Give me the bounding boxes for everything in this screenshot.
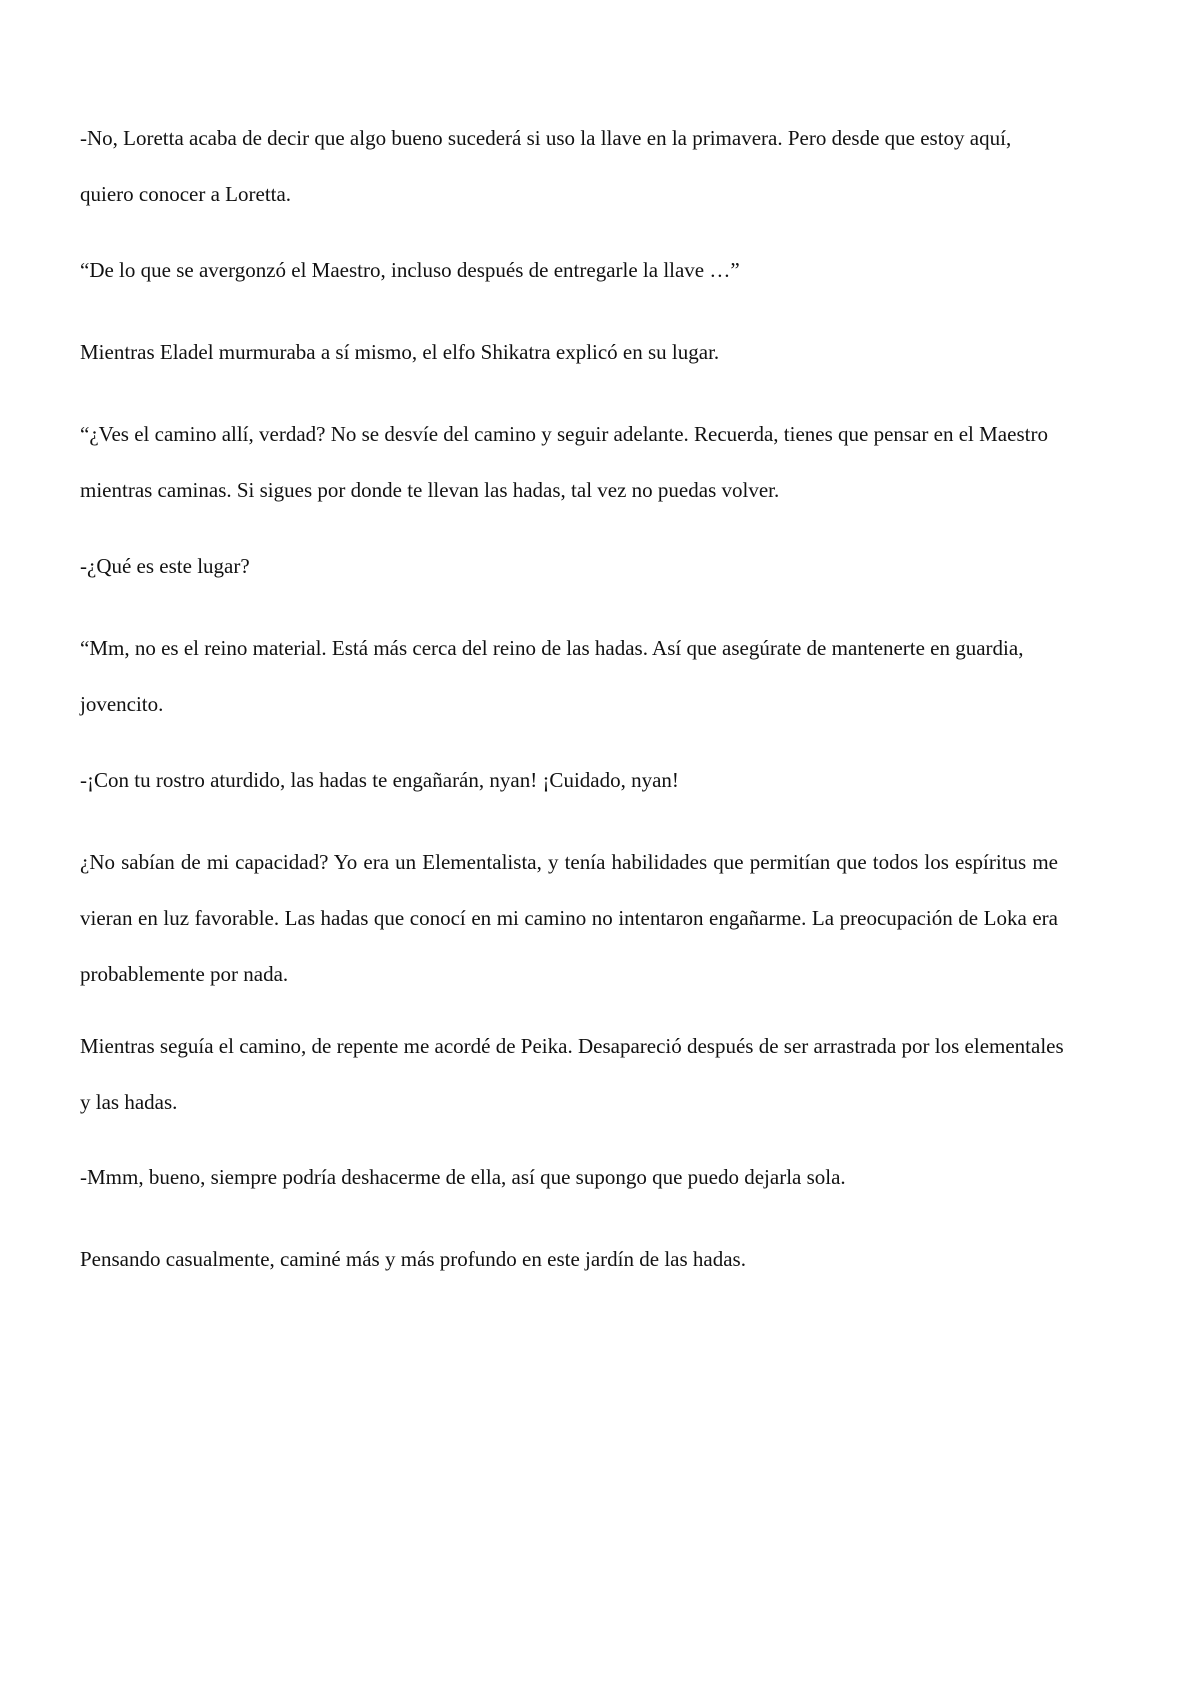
paragraph-11: Pensando casualmente, caminé más y más profundo en este jardín de las hadas. [80,1247,746,1271]
paragraph-8: ¿No sabían de mi capacidad? Yo era un Elementalista, y tenía habilidades que permitían que todos los espíritus me vieran en luz favorable. Las hadas que conocí en mi camino no intentaron engañarme. La preocupación de Loka era probablemente por nada. [80,850,1058,986]
paragraph-6: “Mm, no es el reino material. Está más cerca del reino de las hadas. Así que asegúrate de mantenerte en guardia, jovencito. [80,636,1024,716]
paragraph-4: “¿Ves el camino allí, verdad? No se desvíe del camino y seguir adelante. Recuerda, tienes que pensar en el Maestro mientras caminas. Si sigues por donde te llevan las hadas, tal vez no puedas volver. [80,422,1048,502]
paragraph-3: Mientras Eladel murmuraba a sí mismo, el elfo Shikatra explicó en su lugar. [80,340,720,364]
paragraph-5: -¿Qué es este lugar? [80,554,250,578]
paragraph-7: -¡Con tu rostro aturdido, las hadas te engañarán, nyan! ¡Cuidado, nyan! [80,768,679,792]
paragraph-9: Mientras seguía el camino, de repente me acordé de Peika. Desapareció después de ser arrastrada por los elementales y las hadas. [80,1034,1064,1114]
paragraph-1: -No, Loretta acaba de decir que algo bueno sucederá si uso la llave en la primavera. Pero desde que estoy aquí, quiero conocer a Loretta. [80,126,1012,206]
paragraph-2: “De lo que se avergonzó el Maestro, incluso después de entregarle la llave …” [80,258,740,282]
paragraph-10: -Mmm, bueno, siempre podría deshacerme de ella, así que supongo que puedo dejarla sola. [80,1165,846,1189]
